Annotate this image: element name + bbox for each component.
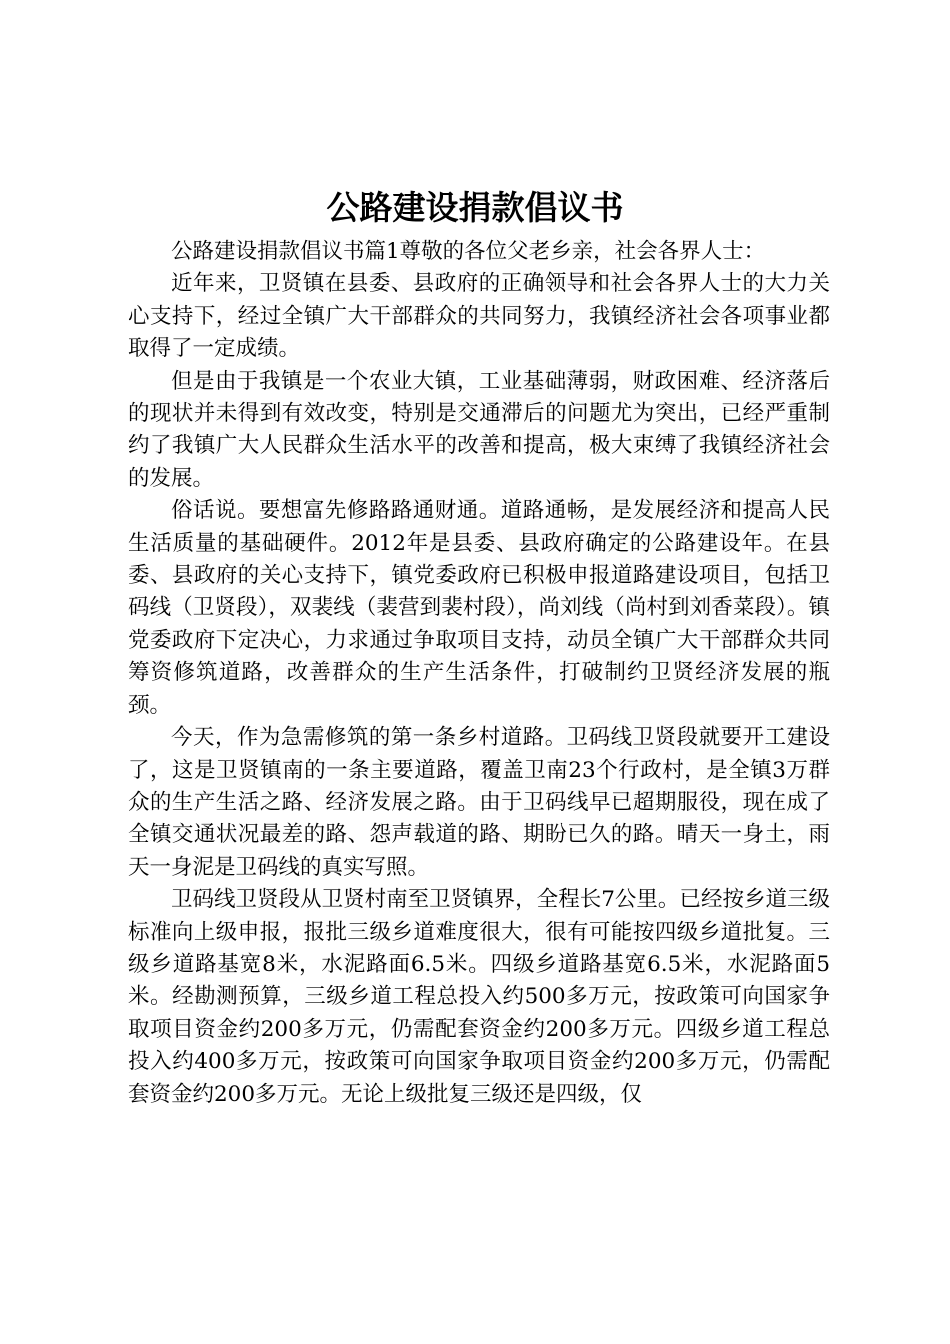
paragraph-6: 卫码线卫贤段从卫贤村南至卫贤镇界，全程长7公里。已经按乡道三级标准向上级申报，报批三级乡道难度很大，很有可能按四级乡道批复。三级乡道路基宽8米，水泥路面6.5米。四级乡道路基宽6.5米，水泥路面5米。经勘测预算，三级乡道工程总投入约500多万元，按政策可向国家争取项目资金约200多万元，仍需配套资金约200多万元。四级乡道工程总投入约400多万元，按政策可向国家争取项目资金约200多万元，仍需配套资金约200多万元。无论上级批复三级还是四级，仅 xyxy=(128,887,830,1107)
paragraph-1: 公路建设捐款倡议书篇1尊敬的各位父老乡亲，社会各界人士： xyxy=(171,239,766,264)
paragraph-2: 近年来，卫贤镇在县委、县政府的正确领导和社会各界人士的大力关心支持下，经过全镇广大干部群众的共同努力，我镇经济社会各项事业都取得了一定成绩。 xyxy=(128,271,830,362)
paragraph-3: 但是由于我镇是一个农业大镇，工业基础薄弱，财政困难、经济落后的现状并未得到有效改变，特别是交通滞后的问题尤为突出，已经严重制约了我镇广大人民群众生活水平的改善和提高，极大束缚了我镇经济社会的发展。 xyxy=(128,368,830,491)
document-title: 公路建设捐款倡议书 xyxy=(326,188,624,227)
paragraph-4: 俗话说。要想富先修路路通财通。道路通畅，是发展经济和提高人民生活质量的基础硬件。2012年是县委、县政府确定的公路建设年。在县委、县政府的关心支持下，镇党委政府已积极申报道路建设项目，包括卫码线（卫贤段），双裴线（裴营到裴村段），尚刘线（尚村到刘香菜段）。镇党委政府下定决心，力求通过争取项目支持，动员全镇广大干部群众共同筹资修筑道路，改善群众的生产生活条件，打破制约卫贤经济发展的瓶颈。 xyxy=(128,498,830,718)
document-body xyxy=(128,236,830,1111)
paragraph-5: 今天，作为急需修筑的第一条乡村道路。卫码线卫贤段就要开工建设了，这是卫贤镇南的一条主要道路，覆盖卫南23个行政村，是全镇3万群众的生产生活之路、经济发展之路。由于卫码线早已超期服役，现在成了全镇交通状况最差的路、怨声载道的路、期盼已久的路。晴天一身土，雨天一身泥是卫码线的真实写照。 xyxy=(128,725,830,880)
